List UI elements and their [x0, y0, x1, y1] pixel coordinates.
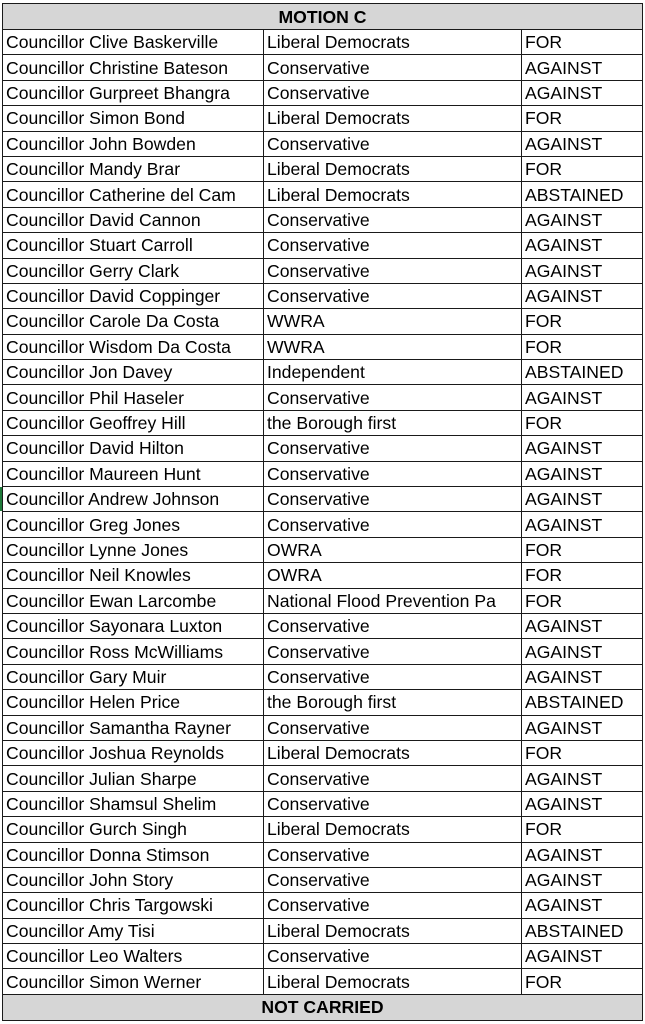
party-cell[interactable]: WWRA	[264, 334, 522, 359]
party-cell[interactable]: Conservative	[264, 55, 522, 80]
councillor-name-cell[interactable]: Councillor Stuart Carroll	[3, 233, 264, 258]
councillor-name-cell[interactable]: Councillor Maureen Hunt	[3, 461, 264, 486]
party-cell[interactable]: Conservative	[264, 461, 522, 486]
vote-cell[interactable]: FOR	[522, 30, 643, 55]
motion-header-row	[3, 4, 643, 30]
councillor-name-cell[interactable]: Councillor David Cannon	[3, 207, 264, 232]
party-cell[interactable]: National Flood Prevention Pa	[264, 588, 522, 613]
vote-cell[interactable]: FOR	[522, 817, 643, 842]
result-row	[3, 994, 643, 1020]
vote-cell[interactable]: FOR	[522, 309, 643, 334]
party-cell[interactable]: Conservative	[264, 258, 522, 283]
table-row	[3, 715, 643, 740]
table-row	[3, 969, 643, 994]
vote-cell[interactable]: ABSTAINED	[522, 360, 643, 385]
vote-cell[interactable]: AGAINST	[522, 766, 643, 791]
vote-cell[interactable]: AGAINST	[522, 512, 643, 537]
table-row	[3, 664, 643, 689]
vote-cell[interactable]: AGAINST	[522, 207, 643, 232]
table-row	[3, 385, 643, 410]
party-cell[interactable]: OWRA	[264, 563, 522, 588]
councillor-name-cell[interactable]: Councillor Donna Stimson	[3, 842, 264, 867]
vote-cell[interactable]: FOR	[522, 106, 643, 131]
vote-cell[interactable]: AGAINST	[522, 131, 643, 156]
table-row	[3, 563, 643, 588]
party-cell[interactable]: Conservative	[264, 842, 522, 867]
vote-cell[interactable]: FOR	[522, 969, 643, 994]
vote-cell[interactable]: AGAINST	[522, 944, 643, 969]
party-cell[interactable]: Conservative	[264, 233, 522, 258]
councillor-name-cell[interactable]: Councillor Greg Jones	[3, 512, 264, 537]
table-row	[3, 944, 643, 969]
vote-cell[interactable]: AGAINST	[522, 385, 643, 410]
vote-cell[interactable]: AGAINST	[522, 258, 643, 283]
table-row	[3, 842, 643, 867]
table-row	[3, 740, 643, 765]
party-cell[interactable]: Independent	[264, 360, 522, 385]
councillor-name-cell[interactable]: Councillor Amy Tisi	[3, 918, 264, 943]
councillor-name-cell[interactable]: Councillor Julian Sharpe	[3, 766, 264, 791]
party-cell[interactable]: Conservative	[264, 613, 522, 638]
councillor-name-cell[interactable]: Councillor Samantha Rayner	[3, 715, 264, 740]
table-row	[3, 207, 643, 232]
party-cell[interactable]: Conservative	[264, 512, 522, 537]
councillor-name-cell[interactable]: Councillor Leo Walters	[3, 944, 264, 969]
vote-cell[interactable]: AGAINST	[522, 80, 643, 105]
vote-cell[interactable]: AGAINST	[522, 283, 643, 308]
party-cell[interactable]: Liberal Democrats	[264, 106, 522, 131]
party-cell[interactable]: Conservative	[264, 131, 522, 156]
vote-cell[interactable]: AGAINST	[522, 867, 643, 892]
table-row	[3, 309, 643, 334]
councillor-name-cell[interactable]: Councillor David Coppinger	[3, 283, 264, 308]
councillor-name-cell[interactable]: Councillor Mandy Brar	[3, 156, 264, 181]
table-row	[3, 55, 643, 80]
vote-cell[interactable]: ABSTAINED	[522, 182, 643, 207]
party-cell[interactable]: Conservative	[264, 436, 522, 461]
vote-cell[interactable]: AGAINST	[522, 55, 643, 80]
table-row	[3, 817, 643, 842]
party-cell[interactable]: Conservative	[264, 487, 522, 512]
table-row	[3, 436, 643, 461]
party-cell[interactable]: Liberal Democrats	[264, 156, 522, 181]
party-cell[interactable]: Conservative	[264, 639, 522, 664]
table-row	[3, 360, 643, 385]
councillor-name-cell[interactable]: Councillor Sayonara Luxton	[3, 613, 264, 638]
vote-cell[interactable]: ABSTAINED	[522, 690, 643, 715]
party-cell[interactable]: Conservative	[264, 715, 522, 740]
party-cell[interactable]: Conservative	[264, 385, 522, 410]
vote-cell[interactable]: AGAINST	[522, 613, 643, 638]
party-cell[interactable]: Liberal Democrats	[264, 740, 522, 765]
table-row	[3, 893, 643, 918]
councillor-name-cell[interactable]: Councillor Shamsul Shelim	[3, 791, 264, 816]
councillor-name-cell[interactable]: Councillor Simon Werner	[3, 969, 264, 994]
party-cell[interactable]: WWRA	[264, 309, 522, 334]
vote-cell[interactable]: AGAINST	[522, 461, 643, 486]
vote-cell[interactable]: FOR	[522, 588, 643, 613]
councillor-name-cell[interactable]: Councillor Helen Price	[3, 690, 264, 715]
vote-table	[2, 3, 643, 1021]
table-row	[3, 588, 643, 613]
table-row	[3, 283, 643, 308]
table-row	[3, 334, 643, 359]
table-row	[3, 106, 643, 131]
party-cell[interactable]: Conservative	[264, 283, 522, 308]
councillor-name-cell[interactable]: Councillor Simon Bond	[3, 106, 264, 131]
table-row	[3, 766, 643, 791]
councillor-name-cell[interactable]: Councillor Geoffrey Hill	[3, 410, 264, 435]
councillor-name-cell[interactable]: Councillor Gerry Clark	[3, 258, 264, 283]
party-cell[interactable]: Liberal Democrats	[264, 30, 522, 55]
councillor-name-cell[interactable]: Councillor Catherine del Cam	[3, 182, 264, 207]
party-cell[interactable]: the Borough first	[264, 410, 522, 435]
councillor-name-cell[interactable]: Councillor Gurpreet Bhangra	[3, 80, 264, 105]
party-cell[interactable]: Conservative	[264, 893, 522, 918]
councillor-name-cell[interactable]: Councillor Andrew Johnson	[3, 487, 264, 512]
party-cell[interactable]: Conservative	[264, 207, 522, 232]
councillor-name-cell[interactable]: Councillor Neil Knowles	[3, 563, 264, 588]
councillor-name-cell[interactable]: Councillor Gary Muir	[3, 664, 264, 689]
vote-cell[interactable]: AGAINST	[522, 436, 643, 461]
vote-cell[interactable]: AGAINST	[522, 791, 643, 816]
vote-cell[interactable]: FOR	[522, 334, 643, 359]
councillor-name-cell[interactable]: Councillor Gurch Singh	[3, 817, 264, 842]
councillor-name-cell[interactable]: Councillor Christine Bateson	[3, 55, 264, 80]
councillor-name-cell[interactable]: Councillor John Bowden	[3, 131, 264, 156]
vote-cell[interactable]: AGAINST	[522, 639, 643, 664]
party-cell[interactable]: Conservative	[264, 766, 522, 791]
party-cell[interactable]: Conservative	[264, 80, 522, 105]
councillor-name-cell[interactable]: Councillor Wisdom Da Costa	[3, 334, 264, 359]
table-row	[3, 131, 643, 156]
councillor-name-cell[interactable]: Councillor Ross McWilliams	[3, 639, 264, 664]
vote-cell[interactable]: AGAINST	[522, 233, 643, 258]
vote-cell[interactable]: ABSTAINED	[522, 918, 643, 943]
vote-cell[interactable]: AGAINST	[522, 893, 643, 918]
table-row	[3, 233, 643, 258]
table-row	[3, 30, 643, 55]
councillor-name-cell[interactable]: Councillor Ewan Larcombe	[3, 588, 264, 613]
table-row	[3, 867, 643, 892]
table-row	[3, 537, 643, 562]
councillor-name-cell[interactable]: Councillor Joshua Reynolds	[3, 740, 264, 765]
vote-cell[interactable]: FOR	[522, 537, 643, 562]
party-cell[interactable]: Liberal Democrats	[264, 969, 522, 994]
vote-cell[interactable]: FOR	[522, 156, 643, 181]
councillor-name-cell[interactable]: Councillor Lynne Jones	[3, 537, 264, 562]
party-cell[interactable]: Conservative	[264, 944, 522, 969]
party-cell[interactable]: Liberal Democrats	[264, 918, 522, 943]
motion-result[interactable]: NOT CARRIED	[3, 994, 643, 1020]
party-cell[interactable]: Liberal Democrats	[264, 817, 522, 842]
party-cell[interactable]: Conservative	[264, 791, 522, 816]
councillor-name-cell[interactable]: Councillor John Story	[3, 867, 264, 892]
vote-cell[interactable]: AGAINST	[522, 487, 643, 512]
table-row	[3, 156, 643, 181]
councillor-name-cell[interactable]: Councillor Carole Da Costa	[3, 309, 264, 334]
table-row	[3, 410, 643, 435]
vote-cell[interactable]: AGAINST	[522, 715, 643, 740]
table-row	[3, 791, 643, 816]
party-cell[interactable]: the Borough first	[264, 690, 522, 715]
vote-cell[interactable]: FOR	[522, 563, 643, 588]
table-row	[3, 918, 643, 943]
table-row	[3, 487, 643, 512]
councillor-name-cell[interactable]: Councillor Jon Davey	[3, 360, 264, 385]
vote-cell[interactable]: FOR	[522, 740, 643, 765]
table-row	[3, 613, 643, 638]
table-row	[3, 639, 643, 664]
councillor-name-cell[interactable]: Councillor Chris Targowski	[3, 893, 264, 918]
vote-cell[interactable]: AGAINST	[522, 664, 643, 689]
table-row	[3, 690, 643, 715]
table-row	[3, 80, 643, 105]
table-row	[3, 258, 643, 283]
motion-title[interactable]: MOTION C	[3, 4, 643, 30]
councillor-name-cell[interactable]: Councillor Phil Haseler	[3, 385, 264, 410]
party-cell[interactable]: Conservative	[264, 867, 522, 892]
table-row	[3, 461, 643, 486]
vote-cell[interactable]: AGAINST	[522, 842, 643, 867]
councillor-name-cell[interactable]: Councillor Clive Baskerville	[3, 30, 264, 55]
party-cell[interactable]: Liberal Democrats	[264, 182, 522, 207]
councillor-name-cell[interactable]: Councillor David Hilton	[3, 436, 264, 461]
party-cell[interactable]: OWRA	[264, 537, 522, 562]
vote-cell[interactable]: FOR	[522, 410, 643, 435]
table-row	[3, 182, 643, 207]
party-cell[interactable]: Conservative	[264, 664, 522, 689]
table-row	[3, 512, 643, 537]
